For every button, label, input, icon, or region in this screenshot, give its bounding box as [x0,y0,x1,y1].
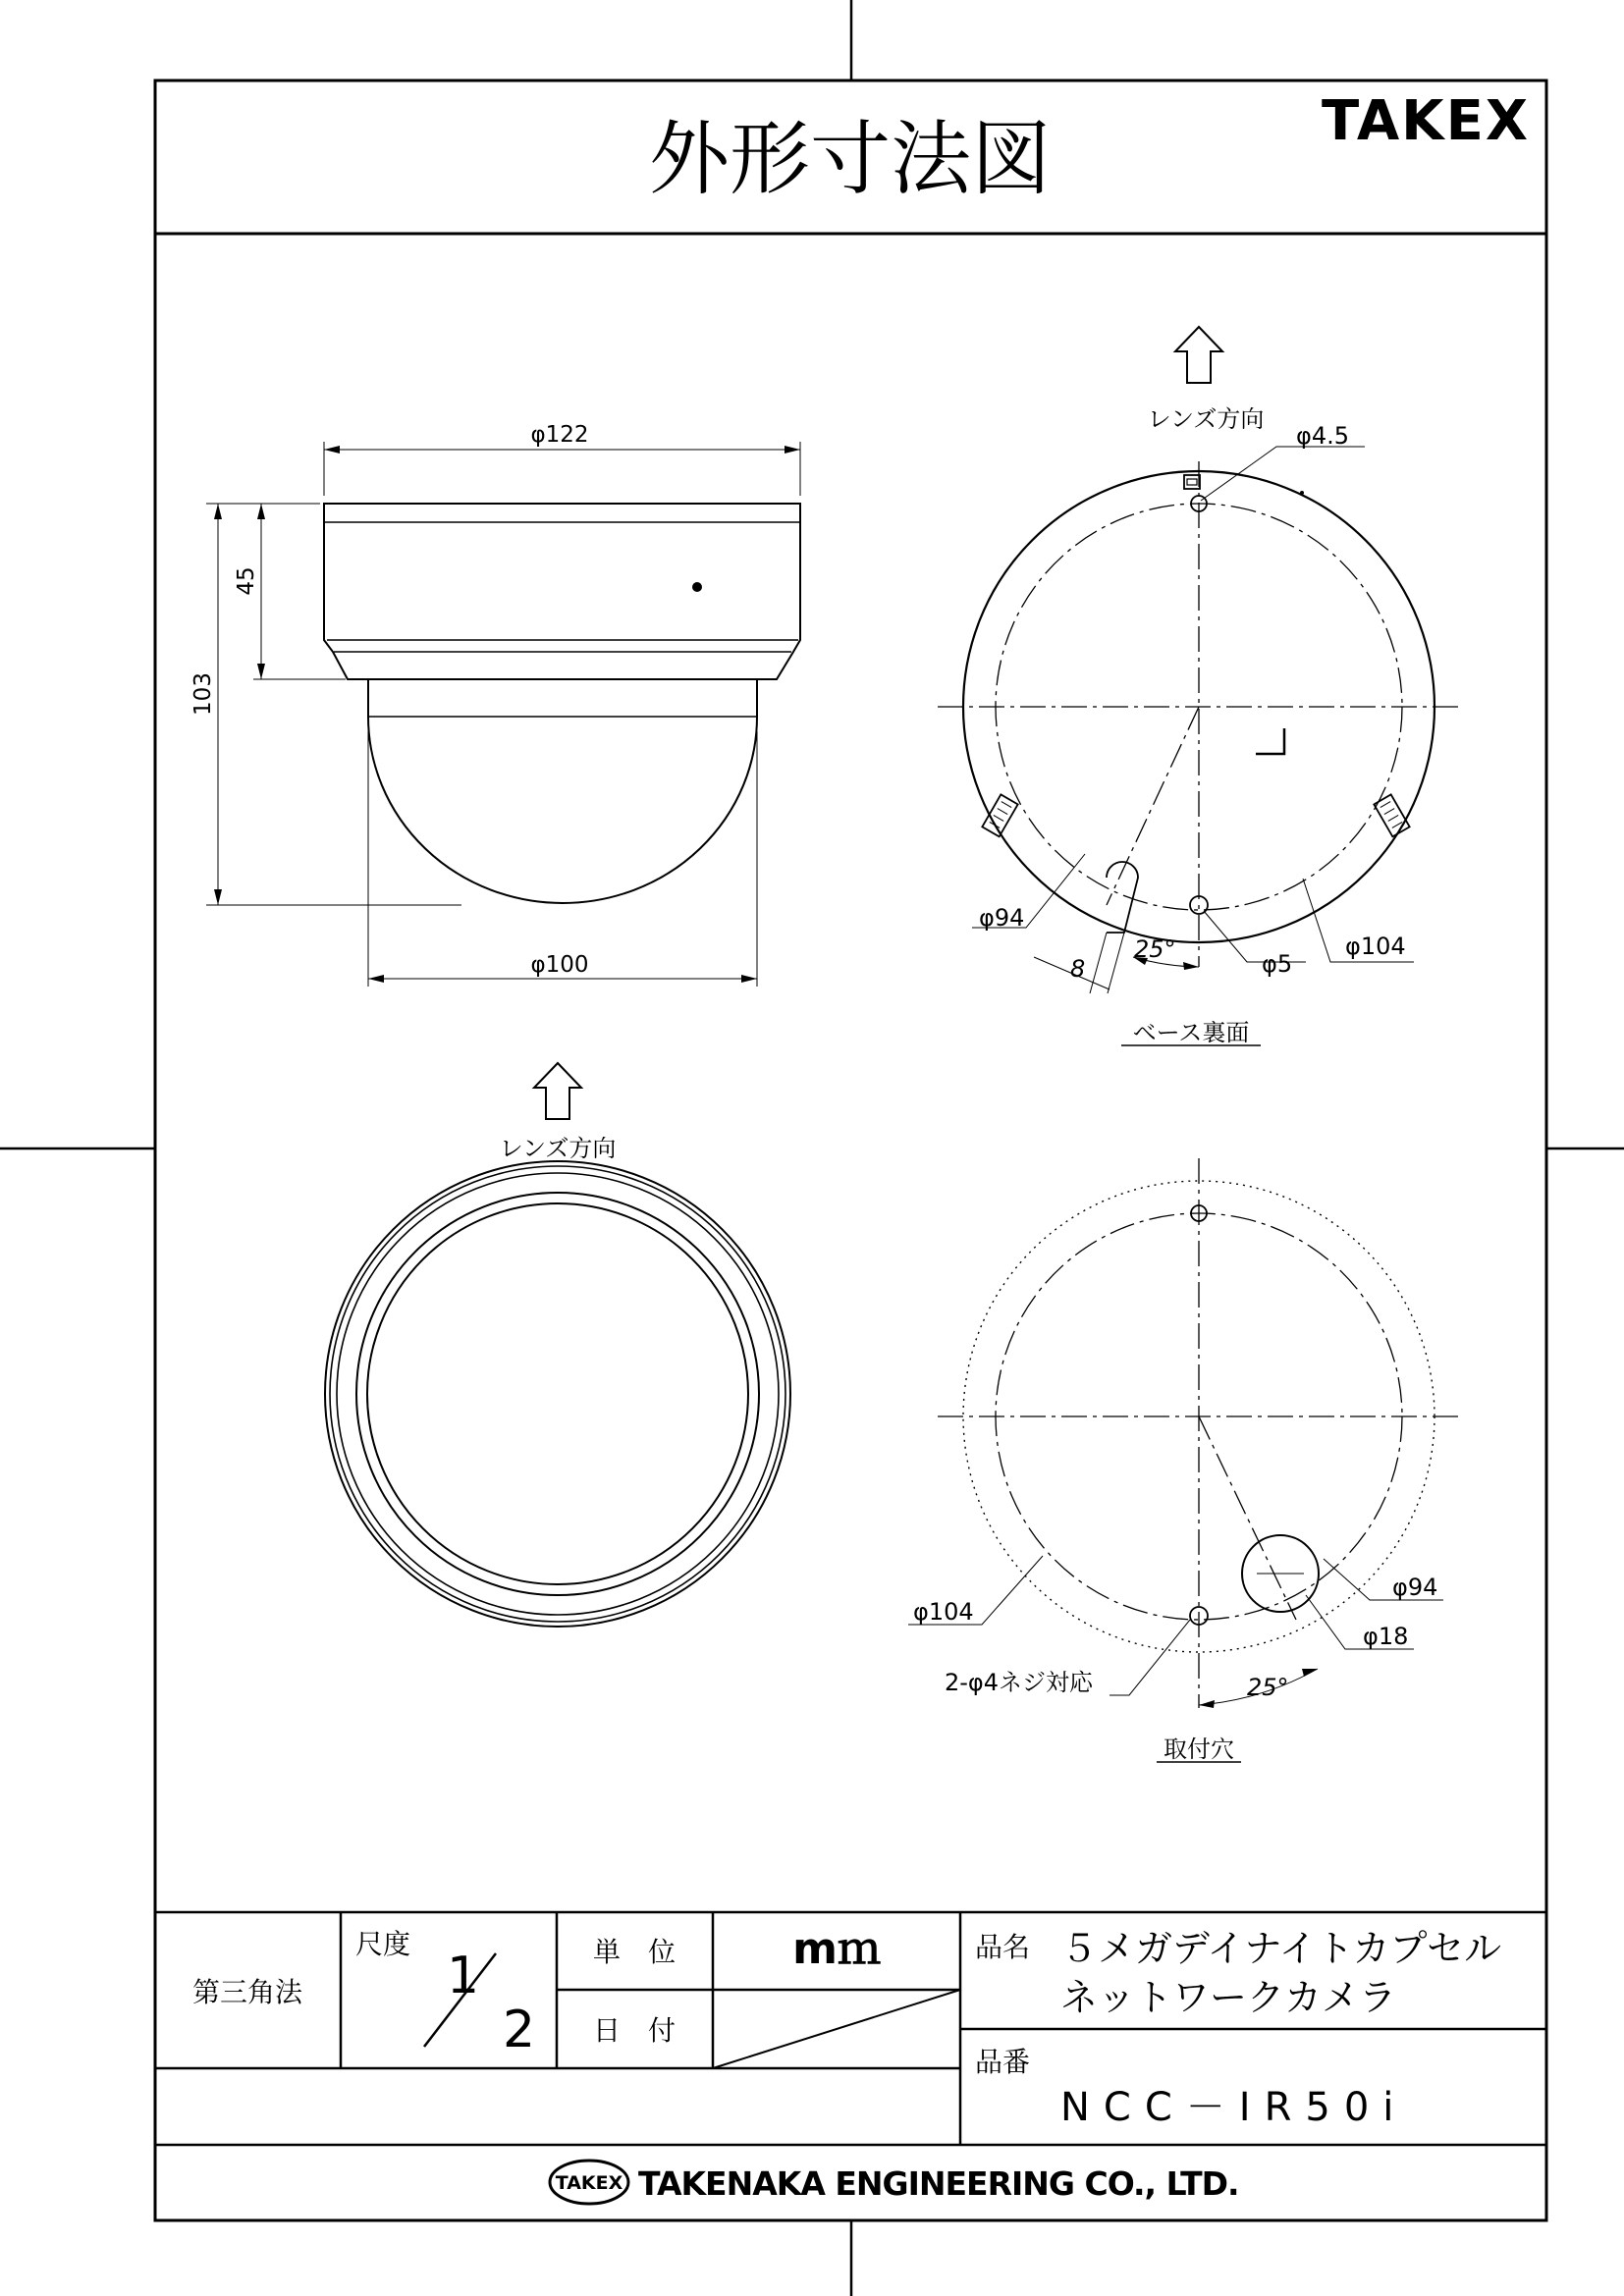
svg-text:TAKEX: TAKEX [555,2172,623,2194]
dim-top-width: φ122 [530,422,589,448]
unit-label: 単 位 [592,1936,677,1968]
mounting-holes-caption: 取付穴 [1164,1735,1234,1763]
dim-hole-top: φ4.5 [1296,422,1349,450]
date-label: 日 付 [592,2014,677,2047]
base-lens-direction: レンズ方向 [1147,405,1265,433]
product-name-label: 品名 [975,1931,1031,1963]
base-back-caption: ベース裏面 [1132,1019,1250,1046]
dim-bottom-width: φ100 [530,952,589,978]
lens-direction-arrow-icon [534,1063,581,1119]
dim-hole-bottom: φ5 [1262,950,1293,978]
brand-logo: TAKEX [1321,89,1530,153]
dim-cable-hole: φ18 [1363,1623,1409,1650]
dim-base-height: 45 [234,566,259,596]
scale-numerator: 1 [447,1947,480,2005]
dim-mount-inner: φ94 [1392,1574,1438,1601]
model-label: 品番 [975,2046,1031,2078]
unit-value: mｍ [792,1924,881,1974]
company-name: TAKENAKA ENGINEERING CO., LTD. [638,2164,1239,2203]
company-logo-mark [550,2161,628,2204]
model-value: NCC－IR50i [1060,2085,1408,2130]
product-name-line2: ネットワークカメラ [1060,1976,1397,2019]
product-name-line1: ５メガデイナイトカプセル [1060,1927,1502,1970]
dim-base-outer: φ104 [1345,933,1406,960]
drawing-title: 外形寸法図 [648,113,1053,206]
dim-screw-holes: 2-φ4ネジ対応 [945,1669,1094,1696]
top-view-lens-direction: レンズ方向 [499,1135,617,1162]
scale-label: 尺度 [355,1928,411,1960]
dim-slot-angle: 25° [1134,935,1176,963]
dim-cable-angle: 25° [1247,1674,1289,1701]
led-indicator-icon [692,582,702,592]
dim-base-inner: φ94 [979,904,1025,932]
scale-denominator: 2 [503,2001,536,2059]
sheet-frame [155,80,1546,2220]
dim-total-height: 103 [190,672,216,716]
side-view [206,442,800,987]
dim-mount-outer: φ104 [913,1598,974,1626]
dim-slot-width: 8 [1070,955,1086,983]
lens-direction-arrow-icon [1175,327,1222,383]
projection-method: 第三角法 [191,1976,303,2008]
